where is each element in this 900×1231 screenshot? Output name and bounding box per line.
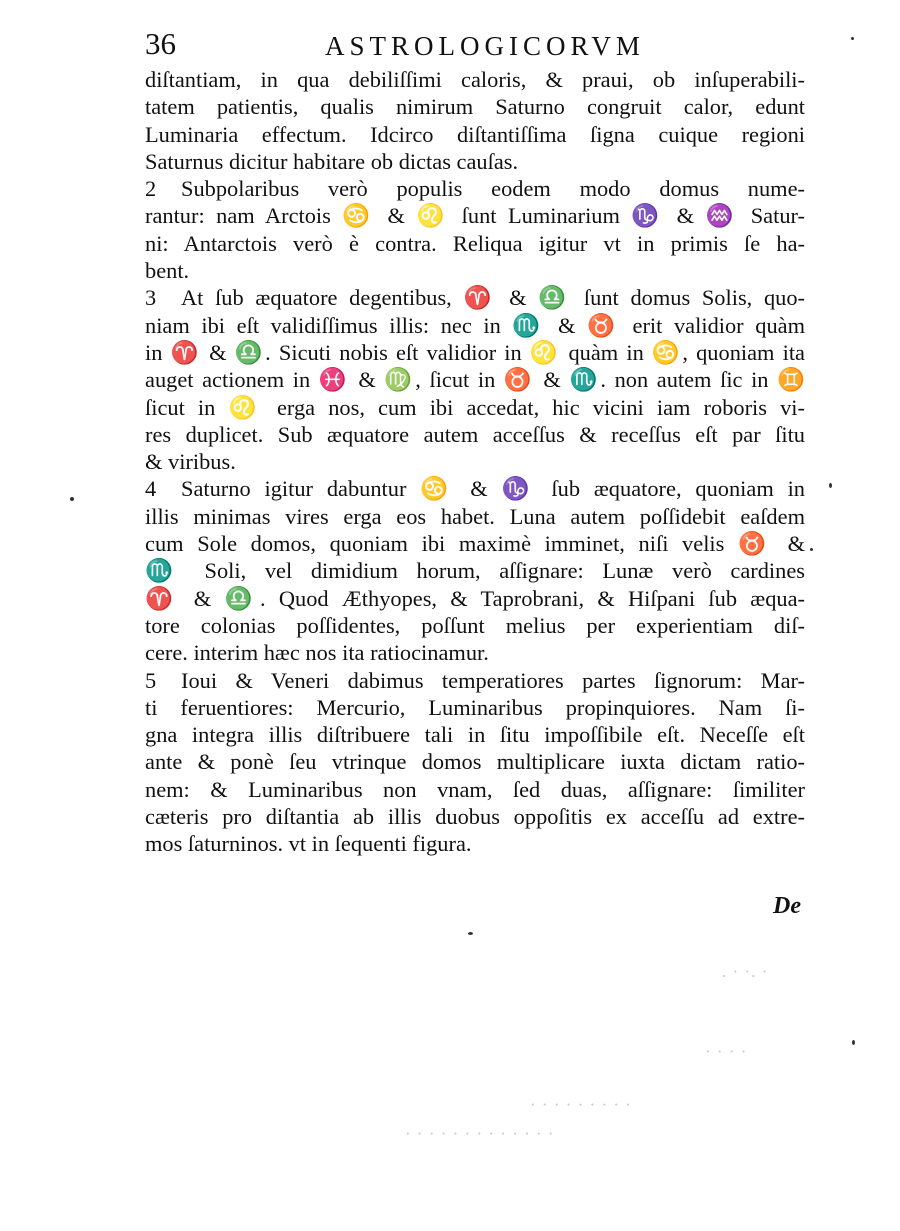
paragraph-start-line: 4 Saturno igitur dabuntur ♋ & ♑ ſub æquatore, quoniam in xyxy=(145,476,805,502)
text-line: bent. xyxy=(145,258,190,284)
text-line: ſicut in ♌ erga nos, cum ibi accedat, hic vicini iam roboris vi- xyxy=(145,394,805,420)
text-line: tatem patientis, qualis nimirum Saturno congruit calor, edunt xyxy=(145,94,805,120)
running-head: ASTROLOGICORVM xyxy=(325,31,645,61)
text-line: cæteris pro diſtantia ab illis duobus oppoſitis ex acceſſu ad extre- xyxy=(145,804,805,830)
page-number: 36 xyxy=(145,26,176,61)
catchword: De xyxy=(773,893,801,919)
paragraph-start-line: 5 Ioui & Veneri dabimus temperatiores partes ſignorum: Mar- xyxy=(145,667,805,693)
text-line: mos ſaturninos. vt in ſequenti figura. xyxy=(145,831,472,857)
ink-speck xyxy=(468,932,473,935)
text-line: gna integra illis diſtribuere tali in ſitu impoſſibile eſt. Neceſſe eſt xyxy=(145,722,805,748)
text-line: ♏ Soli, vel dimidium horum, aſſignare: Lunæ verò cardines xyxy=(145,558,805,584)
text-line: rantur: nam Arctois ♋ & ♌ ſunt Luminarium ♑ & ♒ Satur- xyxy=(145,203,805,229)
body-text xyxy=(145,66,805,858)
paragraph-number: 3 xyxy=(145,285,157,311)
text-line: diſtantiam, in qua debiliſſimi caloris, & praui, ob inſuperabili- xyxy=(145,67,805,92)
show-through-mark: · · · · xyxy=(705,1042,748,1061)
text-line: illis minimas vires erga eos habet. Luna autem poſſidebit eaſdem xyxy=(145,503,805,529)
text-line: ♈ & ♎. Quod Æthyopes, & Taprobrani, & Hiſpani ſub æqua- xyxy=(145,585,805,611)
text-line: ni: Antarctois verò è contra. Reliqua igitur vt in primis ſe ha- xyxy=(145,230,805,256)
text-line: & viribus. xyxy=(145,449,236,475)
paragraph-start-line: 3 At ſub æquatore degentibus, ♈ & ♎ ſunt domus Solis, quo- xyxy=(145,285,805,311)
text-line: cum Sole domos, quoniam ibi maximè imminet, niſi velis ♉ & xyxy=(145,531,805,557)
page-header xyxy=(145,24,805,64)
text-line: res duplicet. Sub æquatore autem acceſſus & receſſus eſt par ſitu xyxy=(145,421,805,447)
show-through-mark: . · ·. · xyxy=(722,962,769,981)
text-line: in ♈ & ♎. Sicuti nobis eſt validior in ♌ quàm in ♋, quoniam ita xyxy=(145,339,805,365)
show-through-mark: · · · · · · · · · · · · · xyxy=(405,1124,555,1143)
paragraph-number: 4 xyxy=(145,476,157,502)
text-line: ante & ponè ſeu vtrinque domos multiplicare iuxta dictam ratio- xyxy=(145,749,805,775)
text-line: ti feruentiores: Mercurio, Luminaribus propinquiores. Nam ſi- xyxy=(145,694,805,720)
ink-speck xyxy=(810,548,813,551)
text-line: Luminaria effectum. Idcirco diſtantiſſima ſigna cuique regioni xyxy=(145,121,805,147)
text-line: Saturnus dicitur habitare ob dictas cauſas. xyxy=(145,148,519,174)
text-line: nem: & Luminaribus non vnam, ſed duas, aſſignare: ſimiliter xyxy=(145,776,805,802)
paragraph-start-line: 2 Subpolaribus verò populis eodem modo domus nume- xyxy=(145,176,805,202)
paragraph-number: 5 xyxy=(145,667,157,693)
text-line: cere. interim hæc nos ita ratiocinamur. xyxy=(145,640,489,666)
ink-speck xyxy=(70,497,74,501)
show-through-mark: · · · · · · · · · xyxy=(530,1095,632,1114)
text-line: tore colonias poſſidentes, poſſunt melius per experientiam diſ- xyxy=(145,612,805,638)
text-line: niam ibi eſt validiſſimus illis: nec in ♏ & ♉ erit validior quàm xyxy=(145,312,805,338)
ink-speck xyxy=(852,1040,855,1045)
paragraph-number: 2 xyxy=(145,176,157,202)
ink-speck xyxy=(851,37,854,40)
text-line: auget actionem in ♓ & ♍, ſicut in ♉ & ♏. non autem ſic in ♊ xyxy=(145,367,805,393)
ink-speck xyxy=(829,483,832,488)
